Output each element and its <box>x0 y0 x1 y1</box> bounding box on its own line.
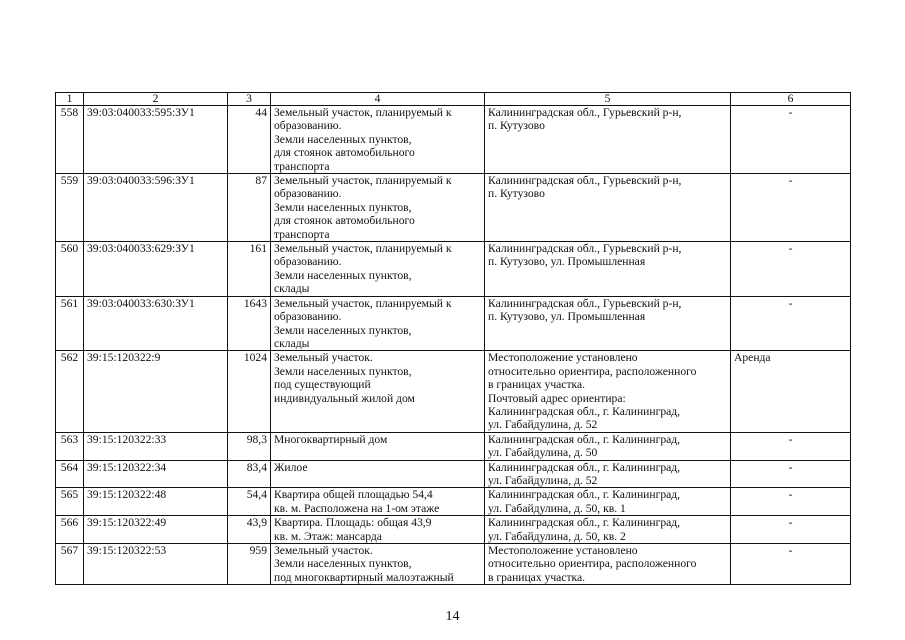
address-cell-line: Калининградская обл., Гурьевский р-н, <box>488 242 682 256</box>
table-row <box>56 432 851 460</box>
note-cell: - <box>731 488 851 516</box>
description-cell-line: Земельный участок, планируемый к <box>274 296 452 310</box>
column-header-address: 5 <box>485 93 731 106</box>
address-cell-line: Калининградская обл., Гурьевский р-н, <box>488 106 682 119</box>
row-number-cell: 563 <box>56 432 84 460</box>
address-cell-line: в границах участка. <box>488 378 586 392</box>
row-number-cell: 566 <box>56 516 84 544</box>
address-cell <box>485 516 731 544</box>
address-cell-line: Калининградская обл., Гурьевский р-н, <box>488 174 682 188</box>
area-cell: 1024 <box>228 351 271 432</box>
description-cell-line: транспорта <box>274 159 330 173</box>
registry-table <box>55 92 851 585</box>
description-cell-line: Многоквартирный дом <box>274 432 388 446</box>
description-cell-line: Земельный участок. <box>274 351 373 365</box>
description-cell-line: для стоянок автомобильного <box>274 146 415 160</box>
area-cell: 161 <box>228 242 271 297</box>
address-cell-line: п. Кутузово, ул. Промышленная <box>488 255 646 269</box>
column-header-note: 6 <box>731 93 851 106</box>
column-header-number: 1 <box>56 93 84 106</box>
description-cell-line: Земли населенных пунктов, <box>274 323 412 337</box>
description-cell-line: Земли населенных пунктов, <box>274 268 412 282</box>
description-cell <box>271 516 485 544</box>
address-cell-line: ул. Габайдулина, д. 50 <box>488 446 598 460</box>
cadastral-number-cell: 39:15:120322:9 <box>84 351 228 432</box>
address-cell <box>485 296 731 351</box>
description-cell-line: под существующий <box>274 378 371 392</box>
description-cell-line: кв. м. Расположена на 1-ом этаже <box>274 501 440 515</box>
description-cell-line: образованию. <box>274 310 342 324</box>
area-cell: 1643 <box>228 296 271 351</box>
address-cell <box>485 351 731 432</box>
description-cell-line: склады <box>274 282 310 296</box>
table-row <box>56 351 851 432</box>
table-row <box>56 296 851 351</box>
cadastral-number-cell: 39:15:120322:53 <box>84 544 228 585</box>
row-number-cell: 565 <box>56 488 84 516</box>
address-cell-line: Калининградская обл., г. Калининград, <box>488 432 681 446</box>
table-row <box>56 460 851 488</box>
cadastral-number-cell: 39:03:040033:630:ЗУ1 <box>84 296 228 351</box>
cadastral-number-cell: 39:15:120322:49 <box>84 516 228 544</box>
area-cell: 959 <box>228 544 271 585</box>
address-cell <box>485 488 731 516</box>
address-cell <box>485 544 731 585</box>
row-number-cell: 562 <box>56 351 84 432</box>
address-cell-line: Местоположение установлено <box>488 544 638 557</box>
note-cell: Аренда <box>731 351 851 432</box>
address-cell-line: п. Кутузово <box>488 119 545 133</box>
header-row <box>56 93 851 106</box>
description-cell-line: Земельный участок, планируемый к <box>274 242 452 256</box>
note-cell: - <box>731 296 851 351</box>
registry-body <box>56 106 851 585</box>
table-row <box>56 242 851 297</box>
description-cell-line: Квартира. Площадь: общая 43,9 <box>274 516 432 530</box>
page-number: 14 <box>445 609 460 624</box>
row-number-cell: 567 <box>56 544 84 585</box>
description-cell-line: образованию. <box>274 255 342 269</box>
note-cell: - <box>731 516 851 544</box>
description-cell-line: Земельный участок, планируемый к <box>274 106 452 119</box>
description-cell <box>271 296 485 351</box>
address-cell <box>485 106 731 174</box>
row-number-cell: 564 <box>56 460 84 488</box>
description-cell <box>271 174 485 242</box>
address-cell-line: ул. Габайдулина, д. 50, кв. 1 <box>488 501 626 515</box>
description-cell <box>271 242 485 297</box>
area-cell: 98,3 <box>228 432 271 460</box>
area-cell: 54,4 <box>228 488 271 516</box>
cadastral-number-cell: 39:15:120322:48 <box>84 488 228 516</box>
note-cell: - <box>731 174 851 242</box>
row-number-cell: 559 <box>56 174 84 242</box>
row-number-cell: 558 <box>56 106 84 174</box>
cadastral-number-cell: 39:03:040033:595:ЗУ1 <box>84 106 228 174</box>
description-cell-line: Земельный участок, планируемый к <box>274 174 452 188</box>
description-cell <box>271 488 485 516</box>
description-cell-line: транспорта <box>274 227 330 241</box>
address-cell-line: ул. Габайдулина, д. 50, кв. 2 <box>488 529 626 543</box>
address-cell-line: п. Кутузово <box>488 187 545 201</box>
address-cell <box>485 460 731 488</box>
address-cell-line: относительно ориентира, расположенного <box>488 557 697 571</box>
cadastral-number-cell: 39:15:120322:34 <box>84 460 228 488</box>
address-cell-line: Почтовый адрес ориентира: <box>488 391 626 405</box>
note-cell: - <box>731 432 851 460</box>
table-row <box>56 516 851 544</box>
description-cell-line: Жилое <box>274 460 308 474</box>
description-cell-line: Земли населенных пунктов, <box>274 557 412 571</box>
column-header-area: 3 <box>228 93 271 106</box>
address-cell-line: в границах участка. <box>488 570 586 584</box>
column-header-cadastral: 2 <box>84 93 228 106</box>
note-cell: - <box>731 544 851 585</box>
table-row <box>56 174 851 242</box>
address-cell-line: Калининградская обл., г. Калининград, <box>488 488 681 502</box>
description-cell-line: Земельный участок. <box>274 544 373 557</box>
description-cell-line: Земли населенных пунктов, <box>274 364 412 378</box>
cadastral-number-cell: 39:15:120322:33 <box>84 432 228 460</box>
table-row <box>56 106 851 174</box>
area-cell: 83,4 <box>228 460 271 488</box>
area-cell: 44 <box>228 106 271 174</box>
address-cell-line: Местоположение установлено <box>488 351 638 365</box>
description-cell-line: образованию. <box>274 187 342 201</box>
row-number-cell: 560 <box>56 242 84 297</box>
description-cell-line: образованию. <box>274 119 342 133</box>
description-cell <box>271 106 485 174</box>
note-cell: - <box>731 106 851 174</box>
cadastral-number-cell: 39:03:040033:629:ЗУ1 <box>84 242 228 297</box>
description-cell-line: под многоквартирный малоэтажный <box>274 570 454 584</box>
address-cell-line: Калининградская обл., Гурьевский р-н, <box>488 296 682 310</box>
address-cell-line: ул. Габайдулина, д. 52 <box>488 473 598 487</box>
description-cell <box>271 460 485 488</box>
table-row <box>56 488 851 516</box>
description-cell-line: индивидуальный жилой дом <box>274 391 415 405</box>
address-cell <box>485 174 731 242</box>
address-cell-line: Калининградская обл., г. Калининград, <box>488 516 681 530</box>
address-cell <box>485 432 731 460</box>
address-cell-line: ул. Габайдулина, д. 52 <box>488 418 598 432</box>
address-cell-line: п. Кутузово, ул. Промышленная <box>488 310 646 324</box>
row-number-cell: 561 <box>56 296 84 351</box>
description-cell-line: кв. м. Этаж: мансарда <box>274 529 382 543</box>
description-cell-line: Квартира общей площадью 54,4 <box>274 488 433 502</box>
cadastral-number-cell: 39:03:040033:596:ЗУ1 <box>84 174 228 242</box>
area-cell: 87 <box>228 174 271 242</box>
description-cell-line: Земли населенных пунктов, <box>274 132 412 146</box>
description-cell-line: для стоянок автомобильного <box>274 214 415 228</box>
note-cell: - <box>731 242 851 297</box>
description-cell <box>271 544 485 585</box>
description-cell <box>271 351 485 432</box>
description-cell-line: склады <box>274 336 310 350</box>
column-header-description: 4 <box>271 93 485 106</box>
table-row <box>56 544 851 585</box>
address-cell <box>485 242 731 297</box>
address-cell-line: Калининградская обл., г. Калининград, <box>488 460 681 474</box>
description-cell <box>271 432 485 460</box>
area-cell: 43,9 <box>228 516 271 544</box>
address-cell-line: Калининградская обл., г. Калининград, <box>488 404 681 418</box>
note-cell: - <box>731 460 851 488</box>
address-cell-line: относительно ориентира, расположенного <box>488 364 697 378</box>
description-cell-line: Земли населенных пунктов, <box>274 200 412 214</box>
